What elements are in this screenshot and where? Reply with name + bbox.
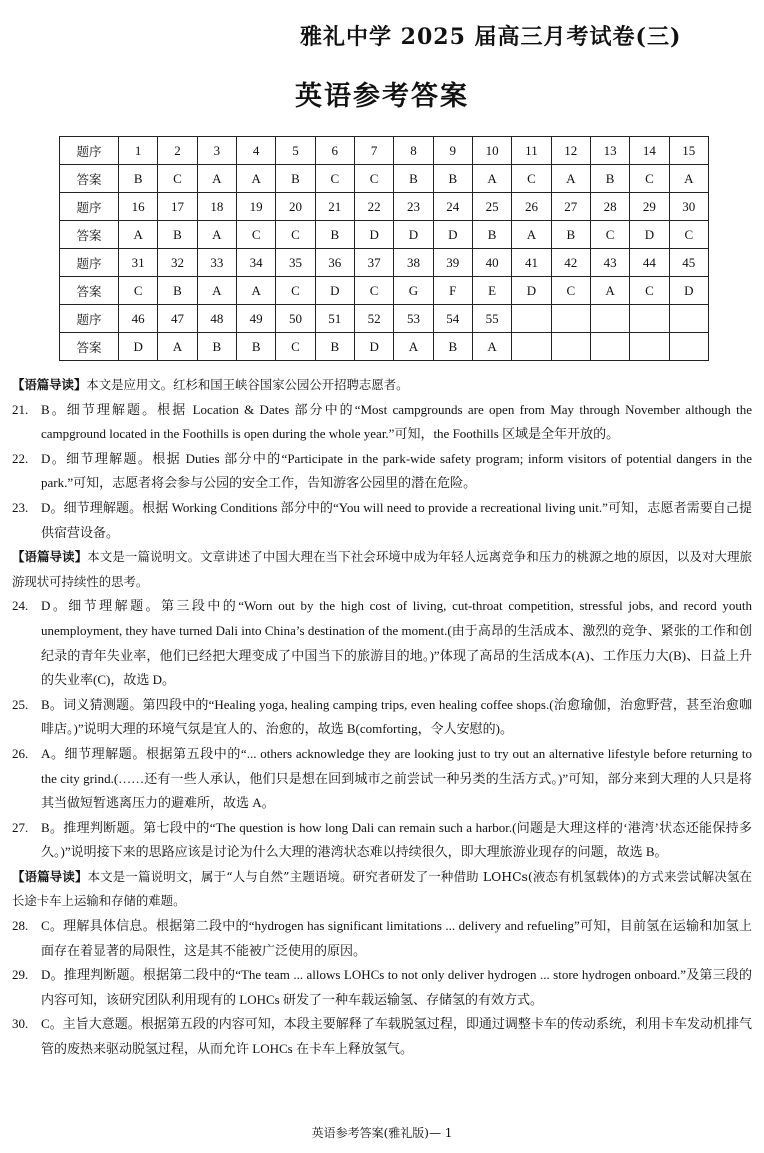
question-number: 29. (12, 967, 29, 983)
table-cell: 51 (315, 305, 354, 333)
explanation-text: B。细节理解题。根据 Location & Dates 部分中的“Most campgrounds are open from May through November although the campground located in the Foothills is open during the whole year.”可知，the Foothills 区域是全年开放的。 (41, 401, 752, 442)
table-cell: 39 (433, 249, 472, 277)
row-label: 答案 (60, 277, 119, 305)
question-explanation (12, 693, 752, 742)
table-cell: B (590, 165, 629, 193)
table-cell: D (433, 221, 472, 249)
row-label: 答案 (60, 221, 119, 249)
table-cell: 35 (276, 249, 315, 277)
table-cell (551, 305, 590, 333)
table-cell: 18 (197, 193, 236, 221)
question-explanation (12, 816, 752, 865)
table-cell: 17 (158, 193, 197, 221)
answer-table-row (60, 249, 709, 277)
table-cell: A (236, 277, 275, 305)
answer-table-row (60, 277, 709, 305)
question-number: 22. (12, 450, 29, 466)
table-cell: D (354, 333, 393, 361)
table-cell: A (394, 333, 433, 361)
question-explanation (12, 447, 752, 496)
answer-table-row (60, 165, 709, 193)
answer-table-row (60, 137, 709, 165)
table-cell: C (315, 165, 354, 193)
explanation-text: B。词义猜测题。第四段中的“Healing yoga, healing camping trips, even healing coffee shops.(治愈瑜伽，治愈野营，甚至治愈咖啡店。)”说明大理的环境气氛是宜人的、治愈的，故选 B(comforting，令人安慰的)。 (41, 696, 752, 737)
table-cell: 30 (669, 193, 708, 221)
table-cell: 26 (512, 193, 551, 221)
table-cell: B (433, 333, 472, 361)
table-cell: 32 (158, 249, 197, 277)
table-cell: 25 (472, 193, 511, 221)
explanation-text: D。细节理解题。根据 Working Conditions 部分中的“You will need to provide a recreational living unit.”可知，志愿者需要自己提供宿营设备。 (41, 499, 752, 540)
guide-text: 本文是一篇说明文。文章讲述了中国大理在当下社会环境中成为年轻人远离竞争和压力的桃源之地的原因，以及对大理旅游现状可持续性的思考。 (12, 549, 753, 589)
row-label: 题序 (60, 137, 119, 165)
table-cell: 10 (472, 137, 511, 165)
table-cell: B (197, 333, 236, 361)
table-cell: 33 (197, 249, 236, 277)
table-cell: D (354, 221, 393, 249)
table-cell: 38 (394, 249, 433, 277)
row-label: 题序 (60, 193, 119, 221)
table-cell: 27 (551, 193, 590, 221)
row-label: 题序 (60, 305, 119, 333)
guide-tag: 【语篇导读】 (12, 868, 88, 884)
table-cell: A (236, 165, 275, 193)
explanation-text: C。理解具体信息。根据第二段中的“hydrogen has significant limitations ... delivery and refueling”可知，目前氢在运输和加氢上面存在着显著的局限性，这是其不能被广泛使用的原因。 (41, 918, 752, 958)
table-cell: D (394, 221, 433, 249)
question-number: 30. (12, 1016, 29, 1032)
explanations (12, 373, 752, 1062)
table-cell: 44 (630, 249, 669, 277)
table-cell: 52 (354, 305, 393, 333)
table-cell: 37 (354, 249, 393, 277)
table-cell: C (590, 221, 629, 249)
table-cell: 13 (590, 137, 629, 165)
question-number: 25. (12, 696, 29, 712)
explanation-text: D。推理判断题。根据第二段中的“The team ... allows LOHCs to not only deliver hydrogen ... store hydrogen onboard.”及第三段的内容可知，该研究团队利用现有的 LOHCs 研发了一种车载运输氢、存储氢的有效方式。 (41, 967, 752, 1007)
table-cell: B (158, 277, 197, 305)
table-cell (590, 305, 629, 333)
reading-guide (12, 545, 752, 594)
table-cell: E (472, 277, 511, 305)
table-cell: D (630, 221, 669, 249)
table-cell: 42 (551, 249, 590, 277)
table-cell: C (630, 277, 669, 305)
table-cell: A (590, 277, 629, 305)
table-cell: A (472, 165, 511, 193)
exam-title: 雅礼中学 2025 届高三月考试卷(三) (300, 24, 682, 50)
table-cell: B (315, 221, 354, 249)
table-cell: D (669, 277, 708, 305)
table-cell: 47 (158, 305, 197, 333)
answer-table-row (60, 305, 709, 333)
table-cell: 9 (433, 137, 472, 165)
table-cell: 6 (315, 137, 354, 165)
table-cell: C (236, 221, 275, 249)
reading-guide (12, 373, 752, 398)
table-cell: 11 (512, 137, 551, 165)
question-number: 28. (12, 918, 29, 934)
page-footer: 英语参考答案(雅礼版)— 1 (311, 1126, 453, 1140)
table-cell: 19 (236, 193, 275, 221)
table-cell: 7 (354, 137, 393, 165)
guide-tag: 【语篇导读】 (12, 549, 88, 565)
table-cell: G (394, 277, 433, 305)
table-cell: C (276, 277, 315, 305)
reading-guide (12, 865, 752, 914)
table-cell: B (551, 221, 590, 249)
question-number: 21. (12, 401, 29, 417)
row-label: 答案 (60, 165, 119, 193)
table-cell: A (119, 221, 158, 249)
question-explanation (12, 594, 752, 692)
table-cell: B (472, 221, 511, 249)
table-cell (512, 305, 551, 333)
table-cell: A (669, 165, 708, 193)
table-cell: B (276, 165, 315, 193)
table-cell: 31 (119, 249, 158, 277)
table-cell: 4 (236, 137, 275, 165)
answer-table-row (60, 333, 709, 361)
table-cell: 23 (394, 193, 433, 221)
table-cell: 40 (472, 249, 511, 277)
table-cell: B (158, 221, 197, 249)
explanation-text: D。细节理解题。根据 Duties 部分中的“Participate in the park-wide safety program; inform visitors of potential dangers in the park.”可知，志愿者将会参与公园的安全工作，告知游客公园里的潜在危险。 (41, 450, 752, 491)
table-cell: 5 (276, 137, 315, 165)
guide-tag: 【语篇导读】 (12, 377, 87, 392)
table-cell: A (512, 221, 551, 249)
table-cell: A (197, 277, 236, 305)
table-cell: C (354, 165, 393, 193)
question-explanation (12, 742, 752, 816)
table-cell (630, 333, 669, 361)
question-explanation (12, 1012, 752, 1061)
table-cell: 28 (590, 193, 629, 221)
table-cell: 29 (630, 193, 669, 221)
table-cell: A (197, 221, 236, 249)
question-number: 27. (12, 819, 29, 835)
table-cell: 12 (551, 137, 590, 165)
table-cell: 43 (590, 249, 629, 277)
explanation-text: C。主旨大意题。根据第五段的内容可知，本段主要解释了车载脱氢过程，即通过调整卡车的传动系统，利用卡车发动机排气管的废热来驱动脱氢过程，从而允许 LOHCs 在卡车上释放氢气。 (41, 1016, 752, 1057)
table-cell: 8 (394, 137, 433, 165)
table-cell: 46 (119, 305, 158, 333)
table-cell: B (394, 165, 433, 193)
question-explanation (12, 914, 752, 963)
explanation-text: D。细节理解题。第三段中的“Worn out by the high cost of living, cut-throat competition, stressful jobs, and record youth unemployment, they have turned Dali into China’s destination of the moment.(由于高昂的生活成本、激烈的竞争、紧张的工作和创纪录的青年失业率，他们已经把大理变成了中国当下的旅游目的地。)”体现了高昂的生活成本(A)、工作压力大(B)、日益上升的失业率(C)，故选 D。 (41, 598, 752, 688)
table-cell: 15 (669, 137, 708, 165)
explanation-text: A。细节理解题。根据第五段中的“... others acknowledge they are looking just to try out an alternative lifestyle before returning to the city grind.(……还有一些人承认，他们只是想在回到城市之前尝试一种另类的生活方式。)”可知，部分来到大理的人只是将其当做短暂逃离压力的避难所，故选 A。 (41, 745, 752, 811)
question-number: 26. (12, 745, 29, 761)
table-cell: C (669, 221, 708, 249)
table-cell: A (472, 333, 511, 361)
table-cell: C (551, 277, 590, 305)
table-cell (630, 305, 669, 333)
table-cell: 24 (433, 193, 472, 221)
table-cell: C (158, 165, 197, 193)
table-cell: C (276, 221, 315, 249)
table-cell: 16 (119, 193, 158, 221)
answer-table (59, 136, 709, 361)
answer-table-row (60, 221, 709, 249)
question-number: 24. (12, 598, 29, 614)
page-title: 英语参考答案 (295, 81, 469, 112)
table-cell: D (512, 277, 551, 305)
table-cell: D (119, 333, 158, 361)
table-cell: 2 (158, 137, 197, 165)
table-cell (512, 333, 551, 361)
table-cell: 48 (197, 305, 236, 333)
answer-table-row (60, 193, 709, 221)
table-cell: 1 (119, 137, 158, 165)
table-cell: B (433, 165, 472, 193)
table-cell (669, 305, 708, 333)
table-cell: 55 (472, 305, 511, 333)
question-number: 23. (12, 499, 29, 515)
table-cell: 21 (315, 193, 354, 221)
table-cell: C (354, 277, 393, 305)
table-cell: 41 (512, 249, 551, 277)
table-cell: 53 (394, 305, 433, 333)
guide-text: 本文是应用文。红杉和国王峡谷国家公园公开招聘志愿者。 (86, 377, 409, 392)
question-explanation (12, 963, 752, 1012)
table-cell: A (158, 333, 197, 361)
row-label: 题序 (60, 249, 119, 277)
explanation-text: B。推理判断题。第七段中的“The question is how long Dali can remain such a harbor.(问题是大理这样的‘港湾’状态还能保持多久。)”说明接下来的思路应该是讨论为什么大理的港湾状态难以持续很久，即大理旅游业现存的问题，故选 B。 (41, 819, 752, 860)
table-cell: C (276, 333, 315, 361)
table-cell: C (512, 165, 551, 193)
table-cell: B (315, 333, 354, 361)
table-cell: 22 (354, 193, 393, 221)
table-cell: A (197, 165, 236, 193)
question-explanation (12, 398, 752, 447)
table-cell: F (433, 277, 472, 305)
table-cell: 36 (315, 249, 354, 277)
table-cell: A (551, 165, 590, 193)
table-cell: D (315, 277, 354, 305)
table-cell: B (119, 165, 158, 193)
table-cell: 49 (236, 305, 275, 333)
table-cell: 14 (630, 137, 669, 165)
table-cell: 45 (669, 249, 708, 277)
table-cell: C (630, 165, 669, 193)
table-cell (669, 333, 708, 361)
table-cell: B (236, 333, 275, 361)
row-label: 答案 (60, 333, 119, 361)
table-cell: C (119, 277, 158, 305)
table-cell: 50 (276, 305, 315, 333)
table-cell: 3 (197, 137, 236, 165)
table-cell: 34 (236, 249, 275, 277)
guide-text: 本文是一篇说明文，属于“人与自然”主题语境。研究者研发了一种借助 LOHCs(液态有机氢载体)的方式来尝试解决氢在长途卡车上运输和存储的难题。 (12, 868, 752, 909)
table-cell: 20 (276, 193, 315, 221)
table-cell (590, 333, 629, 361)
table-cell: 54 (433, 305, 472, 333)
table-cell (551, 333, 590, 361)
question-explanation (12, 496, 752, 545)
